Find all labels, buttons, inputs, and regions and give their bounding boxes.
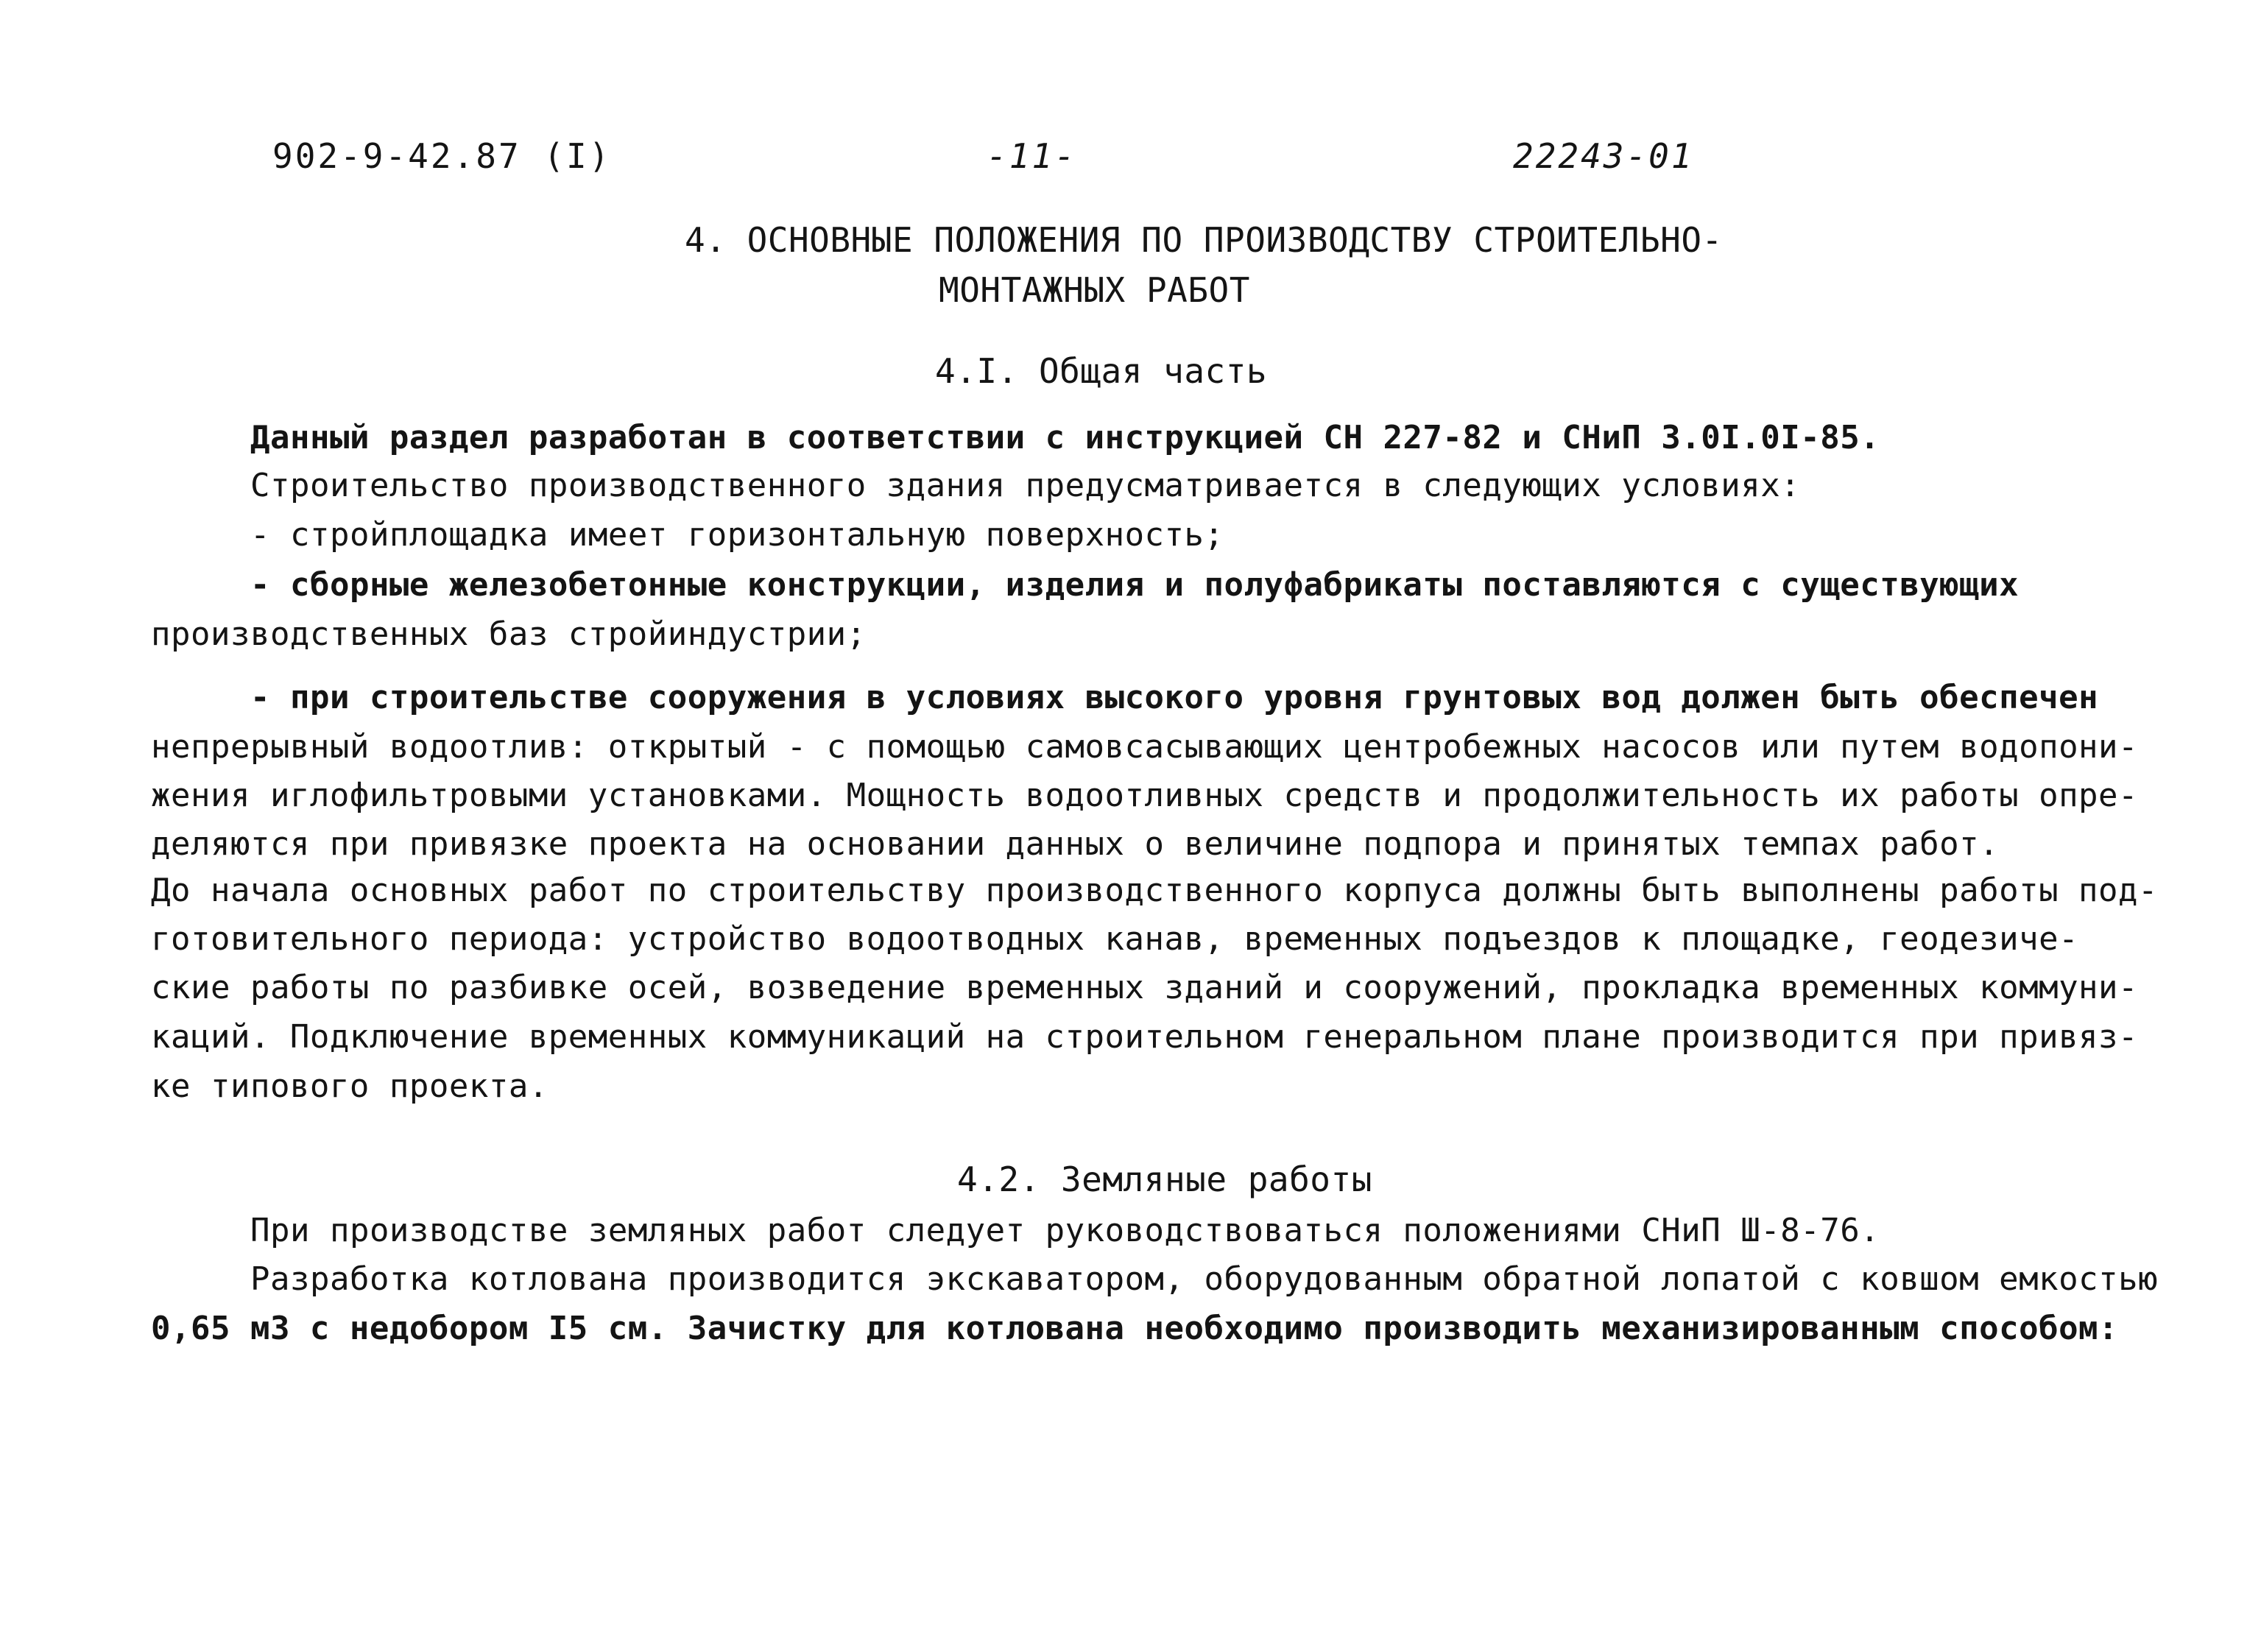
paragraph-line: ские работы по разбивке осей, возведение временных зданий и сооружений, прокладка временных коммуни-	[151, 969, 2139, 1006]
paragraph-line: каций. Подключение временных коммуникаций на строительном генеральном плане производится при привяз-	[151, 1018, 2139, 1056]
chapter-title-line-2: МОНТАЖНЫХ РАБОТ	[939, 270, 1250, 310]
paragraph-line: готовительного периода: устройство водоотводных канав, временных подъездов к площадке, геодезиче-	[151, 920, 2079, 958]
chapter-title-line-1: 4. ОСНОВНЫЕ ПОЛОЖЕНИЯ ПО ПРОИЗВОДСТВУ СТРОИТЕЛЬНО-	[685, 220, 1723, 260]
paragraph-line: - при строительстве сооружения в условиях высокого уровня грунтовых вод должен быть обеспечен	[250, 679, 2099, 716]
document-code: 902-9-42.87 (I)	[272, 136, 612, 176]
section-heading-4-1: 4.I. Общая часть	[935, 351, 1268, 391]
paragraph-line: - стройплощадка имеет горизонтальную поверхность;	[250, 516, 1224, 554]
paragraph-line: - сборные железобетонные конструкции, изделия и полуфабрикаты поставляются с существующих	[250, 566, 2020, 604]
paragraph-line: деляются при привязке проекта на основании данных о величине подпора и принятых темпах работ.	[151, 825, 2000, 863]
inventory-number: 22243-01	[1513, 136, 1694, 176]
paragraph-line: непрерывный водоотлив: открытый - с помощью самовсасывающих центробежных насосов или путем водопони-	[151, 728, 2139, 766]
paragraph-line: 0,65 м3 с недобором I5 см. Зачистку для котлована необходимо производить механизированным способом:	[151, 1310, 2119, 1347]
paragraph-line: При производстве земляных работ следует руководствоваться положениями СНиП Ш-8-76.	[250, 1212, 1880, 1249]
paragraph-line: До начала основных работ по строительству производственного корпуса должны быть выполнены работы под-	[151, 872, 2159, 909]
paragraph-line: Строительство производственного здания предусматривается в следующих условиях:	[250, 467, 1801, 504]
paragraph-line: производственных баз стройиндустрии;	[151, 615, 867, 653]
page-number: -11-	[987, 136, 1077, 176]
paragraph-line: жения иглофильтровыми установками. Мощность водоотливных средств и продолжительность их работы опре-	[151, 777, 2139, 814]
section-heading-4-2: 4.2. Земляные работы	[957, 1159, 1372, 1199]
paragraph-line: Данный раздел разработан в соответствии с инструкцией СН 227-82 и СНиП 3.0I.0I-85.	[250, 419, 1880, 456]
paragraph-line: ке типового проекта.	[151, 1067, 549, 1105]
paragraph-line: Разработка котлована производится экскаватором, оборудованным обратной лопатой с ковшом емкостью	[250, 1260, 2159, 1298]
